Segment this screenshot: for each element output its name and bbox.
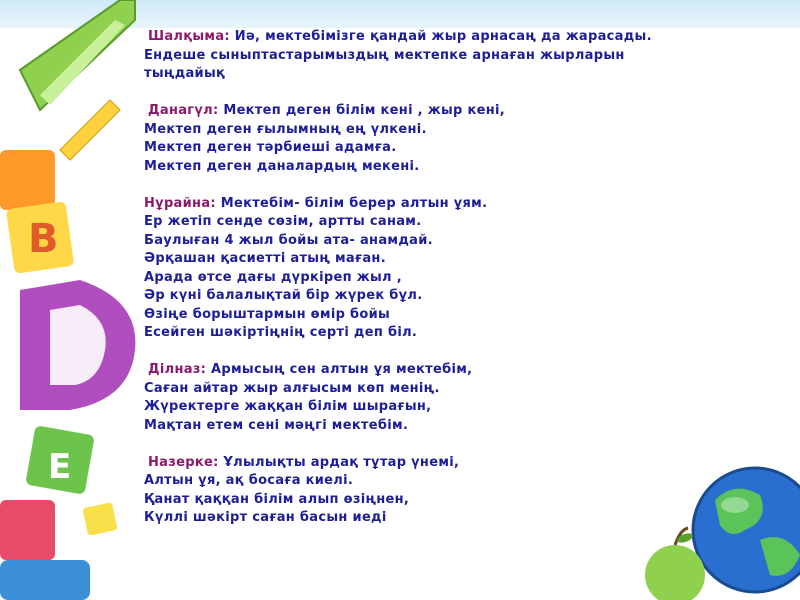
text-line: Жүректерге жаққан білім шырағын, xyxy=(144,399,432,414)
text-line: Алтын ұя, ақ босаға киелі. xyxy=(144,473,354,488)
text-line: Мектеп деген тәрбиеші адамға. xyxy=(144,140,397,155)
text-line: Мектеп деген даналардың мекені. xyxy=(144,158,420,174)
text-line: Әр күні балалықтай бір жүрек бұл. xyxy=(144,288,423,303)
text-line: Ендеше сыныптастарымыздың мектепке арнаған жырларын xyxy=(144,47,625,63)
text-line: Өзіңе борыштармын өмір бойы xyxy=(144,306,391,322)
text-line: тыңдайық xyxy=(144,66,226,81)
speaker-label: Шалқыма: xyxy=(148,29,230,44)
text-line: Күллі шәкірт саған басын иеді xyxy=(144,510,387,525)
ruler-triangle xyxy=(20,0,135,110)
text-line: Мектеп деген білім кені , жыр кені, xyxy=(223,103,505,118)
paragraph-shalkyma xyxy=(144,28,704,84)
paragraph-nurayna xyxy=(144,195,704,343)
speaker-label: Назерке: xyxy=(148,454,219,470)
text-line: Арада өтсе дағы дүркіреп жыл , xyxy=(144,269,402,285)
speaker-label: Нұрайна: xyxy=(144,195,216,211)
sticky-note xyxy=(82,502,117,536)
poem-text-block xyxy=(144,28,704,546)
blue-block xyxy=(0,560,90,600)
text-line: Мақтан етем сені мәңгі мектебім. xyxy=(144,417,409,433)
speaker-label: Ділназ: xyxy=(148,362,207,377)
letter-block-icon: E xyxy=(48,447,72,487)
text-line: Баулыған 4 жыл бойы ата- анамдай. xyxy=(144,232,433,248)
text-line: Саған айтар жыр алғысым көп менің. xyxy=(144,380,440,396)
orange-block xyxy=(0,150,55,210)
text-line: Ұлылықты ардақ тұтар үнемі, xyxy=(223,454,460,470)
school-supplies-illustration xyxy=(0,0,150,600)
paragraph-danagul xyxy=(144,102,704,176)
text-line: Қанат қаққан білім алып өзіңнен, xyxy=(144,491,410,507)
text-line: Әрқашан қасиетті атың маған. xyxy=(144,251,386,266)
text-line: Ер жетіп сенде сөзім, артты санам. xyxy=(144,214,422,229)
paragraph-dilnaz xyxy=(144,361,704,435)
letter-b-icon: B xyxy=(28,216,59,262)
pink-block xyxy=(0,500,55,560)
paragraph-nazerke xyxy=(144,454,704,528)
text-line: Армысың сен алтын ұя мектебім, xyxy=(211,362,473,377)
text-line: Иә, мектебімізге қандай жыр арнасаң да жарасады. xyxy=(234,29,652,44)
text-line: Мектеп деген ғылымның ең үлкені. xyxy=(144,121,427,137)
text-line: Мектебім- білім берер алтын ұям. xyxy=(220,195,488,211)
speaker-label: Данагүл: xyxy=(148,103,219,118)
pencil-shape xyxy=(60,100,120,160)
text-line: Есейген шәкіртіңнің серті деп біл. xyxy=(144,325,418,340)
